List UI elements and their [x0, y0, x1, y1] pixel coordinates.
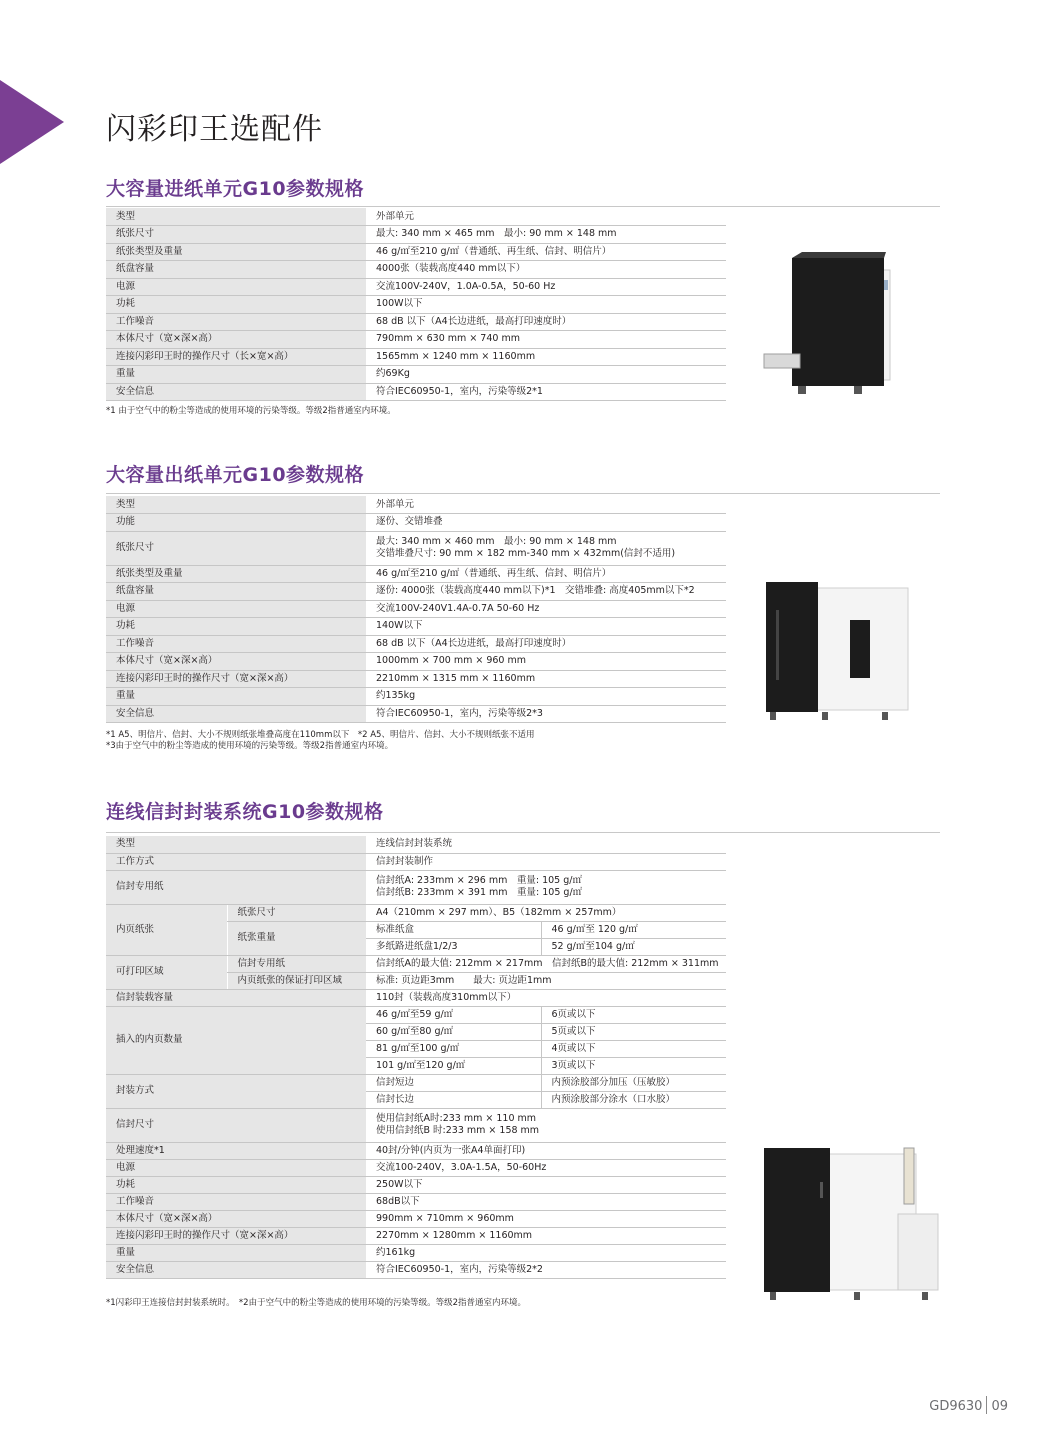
spec-row [106, 635, 726, 653]
spec-row [106, 261, 726, 279]
spec-value: 约69Kg [366, 366, 726, 384]
spec-value: 交流100V-240V1.4A-0.7A 50-60 Hz [366, 600, 726, 618]
spec-key: 连接闪彩印王时的操作尺寸（宽×深×高） [106, 1227, 366, 1244]
section-title-feeder: 大容量进纸单元G10参数规格 [106, 178, 365, 200]
spec-value: 2270mm × 1280mm × 1160mm [366, 1227, 726, 1244]
spec-key: 重量 [106, 366, 366, 384]
spec-key: 插入的内页数量 [106, 1006, 366, 1074]
footnote: *1 A5、明信片、信封、大小不规则纸张堆叠高度在110mm以下 *2 A5、明信片、信封、大小不规则纸张不适用 [106, 730, 535, 740]
spec-key: 本体尺寸（宽×深×高） [106, 653, 366, 671]
spec-value [366, 870, 726, 904]
spec-value: 68dB以下 [366, 1193, 726, 1210]
spec-row [106, 653, 726, 671]
spec-row [106, 514, 726, 532]
spec-subkey: 信封专用纸 [227, 955, 366, 972]
spec-key: 连接闪彩印王时的操作尺寸（宽×深×高） [106, 670, 366, 688]
spec-value: 110封（装载高度310mm以下） [366, 989, 726, 1006]
spec-row [106, 296, 726, 314]
spec-value: 140W以下 [366, 618, 726, 636]
spec-value: 标准纸盒 [366, 921, 541, 938]
feeder-spec-table [106, 208, 726, 401]
page-footer [929, 1396, 1008, 1414]
spec-key: 安全信息 [106, 705, 366, 723]
spec-key: 类型 [106, 208, 366, 226]
spec-row [106, 331, 726, 349]
spec-row [106, 600, 726, 618]
spec-key: 可打印区域 [106, 955, 227, 989]
footnote: *3由于空气中的粉尘等造成的使用环境的污染等级。等级2指普通室内环境。 [106, 741, 394, 752]
spec-key: 信封尺寸 [106, 1108, 366, 1142]
spec-key: 类型 [106, 836, 366, 853]
spec-row [106, 348, 726, 366]
envelope-system-photo [762, 1142, 940, 1302]
spec-value: 最大: 340 mm × 465 mm 最小: 90 mm × 148 mm [366, 226, 726, 244]
spec-row [106, 208, 726, 226]
spec-key: 本体尺寸（宽×深×高） [106, 1210, 366, 1227]
spec-key: 功耗 [106, 1176, 366, 1193]
spec-value: 101 g/㎡至120 g/㎡ [366, 1057, 541, 1074]
spec-key: 功能 [106, 514, 366, 532]
spec-row [106, 618, 726, 636]
spec-value: 交流100-240V，3.0A-1.5A，50-60Hz [366, 1159, 726, 1176]
spec-value: 60 g/㎡至80 g/㎡ [366, 1023, 541, 1040]
spec-value: 990mm × 710mm × 960mm [366, 1210, 726, 1227]
spec-key: 纸张类型及重量 [106, 243, 366, 261]
spec-row [106, 688, 726, 706]
spec-value: 4页或以下 [541, 1040, 726, 1057]
spec-key: 纸张尺寸 [106, 531, 366, 565]
spec-row [106, 496, 726, 514]
stacker-spec-table [106, 496, 726, 723]
spec-key: 工作噪音 [106, 313, 366, 331]
spec-value: 790mm × 630 mm × 740 mm [366, 331, 726, 349]
spec-row [106, 383, 726, 401]
spec-value [366, 1108, 726, 1142]
spec-value: 46 g/㎡至 120 g/㎡ [541, 921, 726, 938]
spec-value: 约161kg [366, 1244, 726, 1261]
spec-key: 安全信息 [106, 1261, 366, 1278]
spec-row [106, 670, 726, 688]
spec-value-line: 使用信封纸A时:233 mm × 110 mm [376, 1113, 537, 1125]
spec-key: 纸盘容量 [106, 583, 366, 601]
spec-value [366, 531, 726, 565]
spec-value: 1565mm × 1240 mm × 1160mm [366, 348, 726, 366]
spec-value: 交流100V-240V，1.0A-0.5A，50-60 Hz [366, 278, 726, 296]
envelope-spec-table [106, 836, 726, 1279]
stacker-notes [106, 730, 534, 753]
spec-value: 外部单元 [366, 496, 726, 514]
page-number: 09 [991, 1399, 1008, 1414]
spec-subkey: 内页纸张的保证打印区域 [227, 972, 366, 989]
spec-row [106, 565, 726, 583]
spec-key: 重量 [106, 688, 366, 706]
section-divider [106, 493, 940, 494]
spec-value-line: 信封纸A: 233mm × 296 mm 重量: 105 g/㎡ [376, 875, 582, 887]
spec-key: 工作噪音 [106, 635, 366, 653]
spec-value: 信封封装制作 [366, 853, 726, 870]
spec-value: 3页或以下 [541, 1057, 726, 1074]
section-marker-triangle [0, 80, 64, 164]
spec-row [106, 313, 726, 331]
spec-value: 68 dB 以下（A4长边进纸，最高打印速度时） [366, 635, 726, 653]
spec-row [106, 226, 726, 244]
envelope-notes: *1闪彩印王连接信封封装系统时。 *2由于空气中的粉尘等造成的使用环境的污染等级。等级2指普通室内环境。 [106, 1298, 526, 1308]
spec-key: 电源 [106, 600, 366, 618]
spec-key: 工作方式 [106, 853, 366, 870]
spec-key: 电源 [106, 278, 366, 296]
section-title-envelope: 连线信封封装系统G10参数规格 [106, 801, 384, 823]
spec-value: 信封短边 [366, 1074, 541, 1091]
spec-value: 内预涂胶部分加压（压敏胶） [541, 1074, 726, 1091]
spec-row [106, 243, 726, 261]
spec-value: 符合IEC60950-1，室内，污染等级2*1 [366, 383, 726, 401]
spec-value: 信封长边 [366, 1091, 541, 1108]
spec-value: 6页或以下 [541, 1006, 726, 1023]
spec-value: 46 g/㎡至210 g/㎡（普通纸、再生纸、信封、明信片） [366, 243, 726, 261]
spec-value-line: 交错堆叠尺寸: 90 mm × 182 mm-340 mm × 432mm(信封不适用) [376, 548, 676, 559]
spec-row [106, 278, 726, 296]
section-divider [106, 832, 940, 833]
spec-value: 46 g/㎡至210 g/㎡（普通纸、再生纸、信封、明信片） [366, 565, 726, 583]
spec-key: 封装方式 [106, 1074, 366, 1108]
spec-value: 250W以下 [366, 1176, 726, 1193]
spec-value: 信封纸A的最大值: 212mm × 217mm 信封纸B的最大值: 212mm × 311mm [366, 955, 726, 972]
spec-value: 52 g/㎡至104 g/㎡ [541, 938, 726, 955]
section-title-stacker: 大容量出纸单元G10参数规格 [106, 464, 365, 486]
spec-value: 100W以下 [366, 296, 726, 314]
spec-key: 重量 [106, 1244, 366, 1261]
spec-row [106, 705, 726, 723]
spec-value: 多纸路进纸盘1/2/3 [366, 938, 541, 955]
spec-key: 工作噪音 [106, 1193, 366, 1210]
spec-key: 类型 [106, 496, 366, 514]
spec-key: 电源 [106, 1159, 366, 1176]
spec-value-line: 信封纸B: 233mm × 391 mm 重量: 105 g/㎡ [376, 887, 583, 898]
spec-value: 46 g/㎡至59 g/㎡ [366, 1006, 541, 1023]
spec-value: 符合IEC60950-1，室内，污染等级2*2 [366, 1261, 726, 1278]
footnote: *1 由于空气中的粉尘等造成的使用环境的污染等级。等级2指普通室内环境。 [106, 406, 396, 416]
large-capacity-feeder-photo [762, 250, 892, 400]
spec-key: 纸张类型及重量 [106, 565, 366, 583]
spec-key: 功耗 [106, 618, 366, 636]
spec-value-line: 最大: 340 mm × 460 mm 最小: 90 mm × 148 mm [376, 536, 617, 548]
spec-row [106, 583, 726, 601]
spec-value: 68 dB 以下（A4长边进纸，最高打印速度时） [366, 313, 726, 331]
spec-value: 内预涂胶部分涂水（口水胶） [541, 1091, 726, 1108]
spec-value: 约135kg [366, 688, 726, 706]
spec-value: 1000mm × 700 mm × 960 mm [366, 653, 726, 671]
spec-key: 信封专用纸 [106, 870, 366, 904]
spec-key: 处理速度*1 [106, 1142, 366, 1159]
spec-value: 符合IEC60950-1，室内，污染等级2*3 [366, 705, 726, 723]
spec-value: 81 g/㎡至100 g/㎡ [366, 1040, 541, 1057]
spec-value: 4000张（装载高度440 mm以下） [366, 261, 726, 279]
feeder-notes [106, 406, 396, 417]
spec-key: 本体尺寸（宽×深×高） [106, 331, 366, 349]
spec-key: 内页纸张 [106, 904, 227, 955]
spec-row [106, 531, 726, 565]
spec-row [106, 366, 726, 384]
spec-value: 标准: 页边距3mm 最大: 页边距1mm [366, 972, 726, 989]
spec-value: 外部单元 [366, 208, 726, 226]
spec-value: 连线信封封装系统 [366, 836, 726, 853]
spec-subkey: 纸张重量 [227, 921, 366, 955]
spec-key: 信封装载容量 [106, 989, 366, 1006]
spec-key: 纸张尺寸 [106, 226, 366, 244]
spec-value: 2210mm × 1315 mm × 1160mm [366, 670, 726, 688]
page-title: 闪彩印王选配件 [106, 112, 323, 147]
spec-subkey: 纸张尺寸 [227, 904, 366, 921]
spec-value: 40封/分钟(内页为一张A4单面打印) [366, 1142, 726, 1159]
large-capacity-stacker-photo [762, 580, 912, 722]
spec-key: 连接闪彩印王时的操作尺寸（长×宽×高） [106, 348, 366, 366]
spec-key: 安全信息 [106, 383, 366, 401]
model-label: GD9630 [929, 1399, 983, 1414]
spec-value-line: 使用信封纸B 时:233 mm × 158 mm [376, 1125, 540, 1136]
spec-key: 功耗 [106, 296, 366, 314]
footer-separator [986, 1396, 987, 1414]
spec-value: 5页或以下 [541, 1023, 726, 1040]
section-divider [106, 206, 940, 207]
spec-value: A4（210mm × 297 mm）、B5（182mm × 257mm） [366, 904, 726, 921]
spec-value: 逐份: 4000张（装载高度440 mm以下)*1 交错堆叠: 高度405mm以下*2 [366, 583, 726, 601]
spec-value: 逐份、交错堆叠 [366, 514, 726, 532]
spec-key: 纸盘容量 [106, 261, 366, 279]
